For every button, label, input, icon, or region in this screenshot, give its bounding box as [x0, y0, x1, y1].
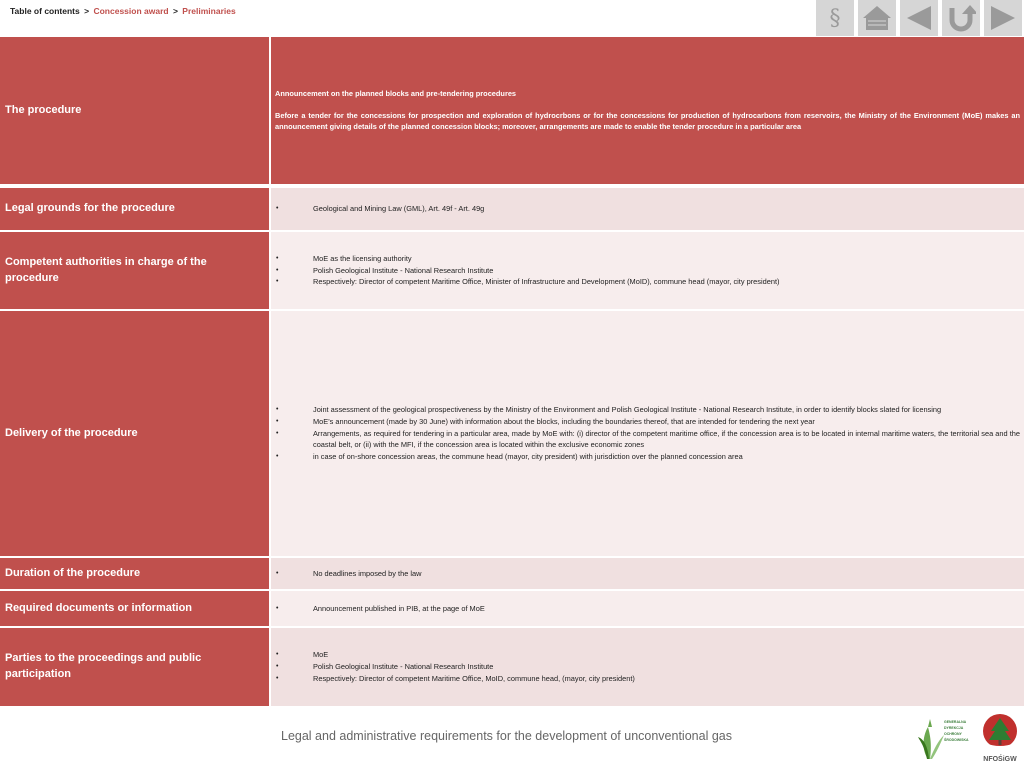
- row-content: [271, 188, 1024, 230]
- nav-buttons: [816, 0, 1022, 36]
- list-item: • Geological and Mining Law (GML), Art. 49f - Art. 49g: [271, 203, 1020, 215]
- row-competent-authorities: [0, 232, 1024, 309]
- procedure-text: Before a tender for the concessions for prospection and exploration of hydrocrbons or for the concessions for production of hydrocarbons from reservoirs, the Ministry of the Environment (MoE) makes an announcement giving details of the planned concession blocks; moreover, arrangements are made to enable the tender procedure in a particular area: [275, 110, 1020, 132]
- row-label: Required documents or information: [0, 591, 269, 626]
- list-item: • No deadlines imposed by the law: [271, 568, 1020, 580]
- breadcrumb-preliminaries[interactable]: Preliminaries: [182, 6, 236, 16]
- list-item: • Respectively: Director of competent Maritime Office, MoID, commune head, (mayor, city president): [271, 673, 1020, 685]
- row-content: [271, 591, 1024, 626]
- return-button[interactable]: [942, 0, 980, 36]
- list-item: • MoE: [271, 649, 1020, 661]
- top-bar: [0, 0, 1024, 36]
- section-icon: §: [829, 5, 841, 31]
- breadcrumb-separator: >: [84, 6, 90, 16]
- return-icon: [946, 4, 976, 32]
- procedure-title: Announcement on the planned blocks and pre-tendering procedures: [275, 88, 517, 98]
- breadcrumb-concession-award[interactable]: Concession award: [93, 6, 169, 16]
- row-procedure: [0, 37, 1024, 184]
- procedure-description: [271, 88, 1024, 134]
- logo-label: NFOŚiGW: [983, 756, 1017, 763]
- home-button[interactable]: [858, 0, 896, 36]
- section-button[interactable]: [816, 0, 854, 36]
- list-item: • Joint assessment of the geological prospectiveness by the Ministry of the Environment and Polish Geological Institute - National Research Institute, in order to identify blocks slated for licensing: [271, 404, 1020, 416]
- row-legal-grounds: [0, 188, 1024, 230]
- logo-text-line: OCHRONY: [944, 732, 962, 736]
- list-item: • Polish Geological Institute - National Research Institute: [271, 265, 1020, 277]
- row-parties: [0, 628, 1024, 706]
- row-content: [271, 37, 1024, 184]
- gdos-logo: [918, 715, 976, 761]
- row-content: [271, 628, 1024, 706]
- home-icon: [862, 4, 892, 32]
- row-delivery: [0, 311, 1024, 556]
- logo-text-line: GENERALNA: [944, 720, 967, 724]
- list-item: • MoE as the licensing authority: [271, 253, 1020, 265]
- row-label: Competent authorities in charge of the procedure: [0, 232, 269, 309]
- row-label: Parties to the proceedings and public participation: [0, 628, 269, 706]
- row-content: [271, 232, 1024, 309]
- arrow-left-icon: [904, 4, 934, 32]
- nfosigw-logo: [980, 713, 1020, 763]
- row-label: Duration of the procedure: [0, 558, 269, 589]
- list-item: • Announcement published in PIB, at the page of MoE: [271, 603, 1020, 615]
- row-label: Legal grounds for the procedure: [0, 188, 269, 230]
- list-item: • in case of on-shore concession areas, the commune head (mayor, city president) with jurisdiction over the planned concession area: [271, 451, 1020, 463]
- list-item: • Polish Geological Institute - National Research Institute: [271, 661, 1020, 673]
- logo-text-line: ŚRODOWISKA: [944, 738, 969, 742]
- list-item: • Respectively: Director of competent Maritime Office, Minister of Infrastructure and Development (MoID), commune head (mayor, city president): [271, 276, 1020, 288]
- row-required-documents: [0, 591, 1024, 626]
- back-button[interactable]: [900, 0, 938, 36]
- breadcrumb-separator: >: [172, 6, 178, 16]
- row-content: [271, 558, 1024, 589]
- footer-title: Legal and administrative requirements for the development of unconventional gas: [281, 729, 732, 743]
- list-item: • Arrangements, as required for tendering in a particular area, made by MoE with: (i) director of the competent maritime office, if the concession area is to be located in internal maritime waters, the territorial sea and the coastal belt, or (ii) with the MFI, if the concession area is located within the exclusive economic zones: [271, 428, 1020, 452]
- list-item: • MoE's announcement (made by 30 June) with information about the blocks, including the boundaries thereof, that are intended for tendering the next year: [271, 416, 1020, 428]
- row-label: Delivery of the procedure: [0, 311, 269, 556]
- forward-button[interactable]: [984, 0, 1022, 36]
- row-content: [271, 311, 1024, 556]
- breadcrumb-root[interactable]: Table of contents: [10, 6, 80, 16]
- breadcrumb: [10, 6, 236, 16]
- logo-text-line: DYREKCJA: [944, 726, 964, 730]
- row-label: The procedure: [0, 37, 269, 184]
- arrow-right-icon: [988, 4, 1018, 32]
- row-duration: [0, 558, 1024, 589]
